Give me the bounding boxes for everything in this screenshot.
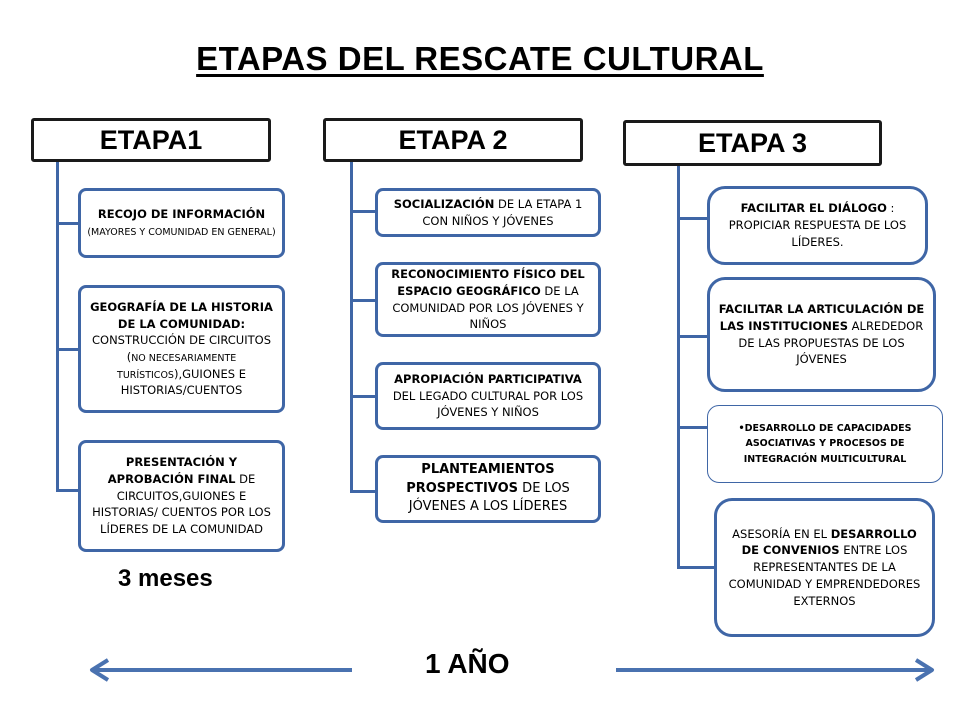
stage2-branch-2 [350,299,376,302]
box-bold-text: FACILITAR LA ARTICULACIÓN DE LAS INSTITUCIONES [718,302,925,333]
box-text: DE LA ETAPA 1 CON NIÑOS Y JÓVENES [422,196,583,228]
box-text: DEL LEGADO CULTURAL POR LOS JÓVENES Y NIÑOS [392,388,584,420]
box-text: ALREDEDOR DE LAS PROPUESTAS DE LOS JÓVENES [738,318,924,367]
box-text: DE LOS JÓVENES A LOS LÍDERES [408,480,570,515]
box-bold-text: RECOJO DE INFORMACIÓN [97,206,266,221]
box-text: ),GUIONES E HISTORIAS/CUENTOS [120,366,246,398]
box-text: ENTRE LOS REPRESENTANTES DE LA COMUNIDAD Y EMPRENDEDORES EXTERNOS [728,543,921,608]
box-bold-text: SOCIALIZACIÓN [393,196,495,211]
box-bold-text: PRESENTACIÓN Y APROBACIÓN FINAL [107,455,238,486]
stage1-header: ETAPA1 [31,118,271,162]
stage1-box-recojo [78,188,285,258]
box-text: : PROPICIAR RESPUESTA DE LOS LÍDERES. [728,201,907,249]
stage3-branch-1 [677,217,709,220]
box-small-text: NO NECESARIAMENTE TURÍSTICOS [117,352,237,381]
stage3-box-asesoria [714,498,935,637]
box-bold-text: FACILITAR EL DIÁLOGO [740,201,887,216]
timeline-right-arrow [612,655,942,685]
stage2-box-apropiacion [375,362,601,430]
stage3-branch-2 [677,335,709,338]
box-bold-text: •DESARROLLO DE CAPACIDADES ASOCIATIVAS Y PROCESOS DE INTEGRACIÓN MULTICULTURAL [738,423,912,465]
box-text: ASESORÍA EN EL [732,526,831,541]
stage3-connector [677,166,680,568]
stage3-header: ETAPA 3 [623,120,882,166]
stage1-branch-2 [56,348,79,351]
box-bold-text: APROPIACIÓN PARTICIPATIVA [394,371,582,386]
stage2-branch-3 [350,395,376,398]
timeline-label: 1 AÑO [425,648,510,679]
box-bold-text: PLANTEAMIENTOS PROSPECTIVOS [406,461,555,496]
stage1-duration: 3 meses [118,565,213,592]
box-text: DE CIRCUITOS,GUIONES E HISTORIAS/ CUENTOS POR LOS LÍDERES DE LA COMUNIDAD [92,471,271,536]
stage3-box-articulacion [707,277,936,392]
stage1-branch-3 [56,489,79,492]
stage2-box-reconocimiento [375,262,601,337]
stage3-branch-3 [677,426,709,429]
stage3-branch-4 [677,566,715,569]
page-title: ETAPAS DEL RESCATE CULTURAL [196,40,764,77]
stage1-box-presentacion [78,440,285,552]
stage3-box-dialogo [707,186,928,265]
stage2-branch-4 [350,490,376,493]
box-bold-text: GEOGRAFÍA DE LA HISTORIA DE LA COMUNIDAD: [90,299,273,331]
box-bold-text: DESARROLLO DE CONVENIOS [741,526,917,558]
stage1-box-geografia [78,285,285,413]
box-bold-text: RECONOCIMIENTO FÍSICO DEL ESPACIO GEOGRÁFICO [391,267,585,298]
stage2-header: ETAPA 2 [323,118,583,162]
timeline-left-arrow [80,655,360,685]
box-text: CONSTRUCCIÓN DE CIRCUITOS ( [91,333,271,364]
box-note: (MAYORES Y COMUNIDAD EN GENERAL) [87,227,276,239]
stage2-box-planteamientos [375,455,601,523]
stage2-branch-1 [350,210,376,213]
stage2-box-socializacion [375,188,601,237]
box-text: DE LA COMUNIDAD POR LOS JÓVENES Y NIÑOS [392,283,584,332]
stage3-box-capacidades [707,405,943,483]
stage1-connector [56,162,59,492]
stage1-branch-1 [56,222,79,225]
